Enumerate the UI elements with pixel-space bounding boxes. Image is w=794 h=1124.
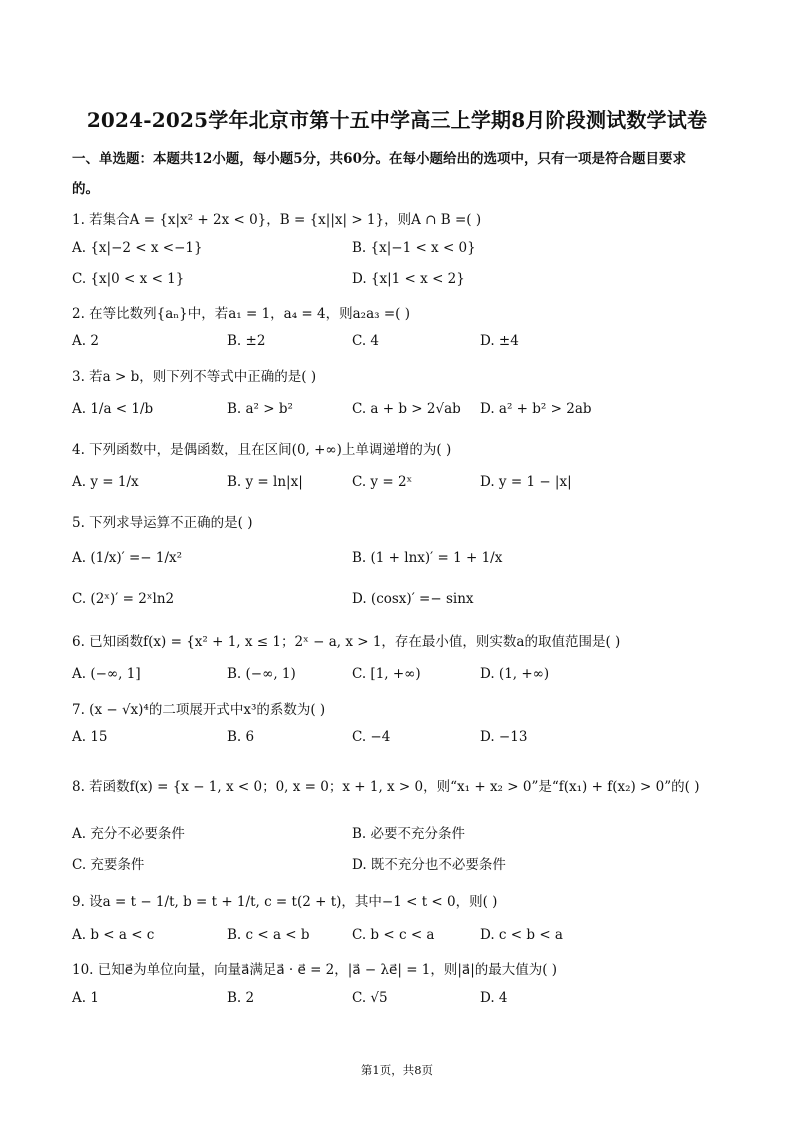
question-4-option-c: C. y = 2ˣ	[352, 474, 413, 490]
question-3-option-c: C. a + b > 2√ab	[352, 401, 461, 417]
question-5-option-b: B. (1 + lnx)′ = 1 + 1/x	[352, 550, 503, 566]
question-3-option-b: B. a² > b²	[227, 401, 293, 417]
question-9-option-b: B. c < a < b	[227, 927, 310, 943]
question-3-stem: 3. 若a > b，则下列不等式中正确的是( )	[72, 369, 317, 385]
question-5-option-d: D. (cosx)′ =− sinx	[352, 591, 474, 607]
question-9-option-d: D. c < b < a	[480, 927, 563, 943]
question-1-option-c: C. {x|0 < x < 1}	[72, 271, 185, 287]
question-5-stem: 5. 下列求导运算不正确的是( )	[72, 515, 253, 531]
question-10-option-a: A. 1	[72, 990, 99, 1006]
page-title: 2024-2025学年北京市第十五中学高三上学期8月阶段测试数学试卷	[86, 108, 708, 132]
question-3-option-a: A. 1/a < 1/b	[72, 401, 154, 417]
question-6-stem: 6. 已知函数f(x) = {x² + 1, x ≤ 1；2ˣ − a, x > 1，存在最小值，则实数a的取值范围是( )	[72, 634, 621, 650]
question-8-stem: 8. 若函数f(x) = {x − 1, x < 0；0, x = 0；x + 1, x > 0，则“x₁ + x₂ > 0”是“f(x₁) + f(x₂) > 0”的( )	[72, 779, 700, 795]
question-7-stem: 7. (x − √x)⁴的二项展开式中x³的系数为( )	[72, 702, 326, 718]
question-2-option-c: C. 4	[352, 333, 380, 349]
question-4-option-d: D. y = 1 − |x|	[480, 474, 572, 490]
question-2-option-b: B. ±2	[227, 333, 266, 349]
question-9-stem: 9. 设a = t − 1/t, b = t + 1/t, c = t(2 + t)，其中−1 < t < 0，则( )	[72, 894, 498, 910]
question-7-option-d: D. −13	[480, 729, 528, 745]
question-2-option-a: A. 2	[72, 333, 99, 349]
question-7-option-c: C. −4	[352, 729, 391, 745]
section-heading-line2: 的。	[72, 181, 99, 197]
question-6-option-b: B. (−∞, 1)	[227, 666, 296, 682]
question-9-option-a: A. b < a < c	[72, 927, 155, 943]
question-1-stem: 1. 若集合A = {x|x² + 2x < 0}，B = {x||x| > 1}，则A ∩ B =( )	[72, 212, 482, 228]
question-4-option-a: A. y = 1/x	[72, 474, 139, 490]
question-5-option-a: A. (1/x)′ =− 1/x²	[72, 550, 183, 566]
question-6-option-a: A. (−∞, 1]	[72, 666, 141, 682]
question-8-option-c: C. 充要条件	[72, 857, 145, 873]
question-1-option-a: A. {x|−2 < x <−1}	[72, 240, 203, 256]
question-8-option-d: D. 既不充分也不必要条件	[352, 857, 506, 873]
question-10-option-d: D. 4	[480, 990, 508, 1006]
question-1-option-b: B. {x|−1 < x < 0}	[352, 240, 476, 256]
question-4-stem: 4. 下列函数中，是偶函数，且在区间(0, +∞)上单调递增的为( )	[72, 442, 452, 458]
question-10-option-c: C. √5	[352, 990, 388, 1006]
question-4-option-b: B. y = ln|x|	[227, 474, 303, 490]
question-8-option-a: A. 充分不必要条件	[72, 826, 185, 842]
question-6-option-d: D. (1, +∞)	[480, 666, 550, 682]
question-10-option-b: B. 2	[227, 990, 255, 1006]
question-2-stem: 2. 在等比数列{aₙ}中，若a₁ = 1，a₄ = 4，则a₂a₃ =( )	[72, 306, 410, 322]
question-8-option-b: B. 必要不充分条件	[352, 826, 466, 842]
question-5-option-c: C. (2ˣ)′ = 2ˣln2	[72, 591, 175, 607]
question-3-option-d: D. a² + b² > 2ab	[480, 401, 592, 417]
question-7-option-a: A. 15	[72, 729, 108, 745]
question-6-option-c: C. [1, +∞)	[352, 666, 421, 682]
question-7-option-b: B. 6	[227, 729, 255, 745]
question-1-option-d: D. {x|1 < x < 2}	[352, 271, 465, 287]
question-2-option-d: D. ±4	[480, 333, 519, 349]
section-heading-line1: 一、单选题：本题共12小题，每小题5分，共60分。在每小题给出的选项中，只有一项是符合题目要求	[72, 151, 686, 167]
question-10-stem: 10. 已知e⃗为单位向量，向量a⃗满足a⃗ · e⃗ = 2，|a⃗ − λe⃗| = 1，则|a⃗|的最大值为( )	[72, 962, 558, 978]
question-9-option-c: C. b < c < a	[352, 927, 435, 943]
page-footer: 第1页，共8页	[360, 1063, 434, 1077]
